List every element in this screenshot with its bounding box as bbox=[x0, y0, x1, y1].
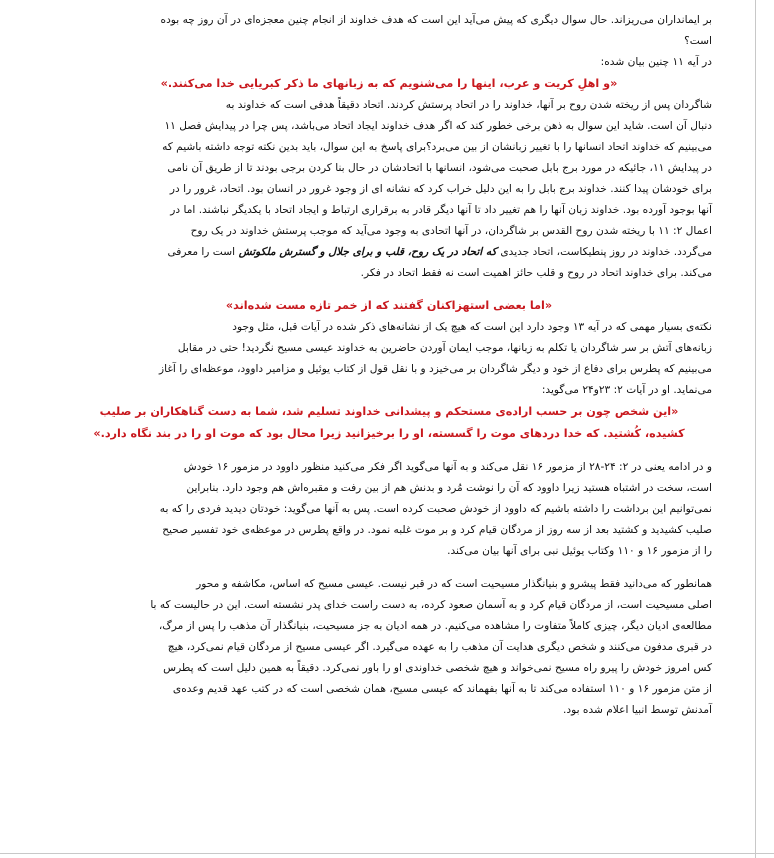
text-run: می‌گردد. خداوند در روز پنطیکاست، اتحاد جدیدی bbox=[500, 246, 712, 258]
text-line: آمدنش توسط انبیا اعلام شده بود. bbox=[563, 704, 712, 716]
text-line: می‌بینیم که خداوند اتحاد انسانها را با تغییر زبانشان از بین می‌برد؟برای پاسخ به این سوال، باید بدین نکته توجه داشته باشیم که bbox=[162, 141, 712, 153]
quote-mockers: «اما بعضی استهزاکنان گفتند که از خمر تازه مست شده‌اند» bbox=[225, 299, 553, 312]
paragraph-intro bbox=[66, 10, 712, 73]
text-line: کس امروز خودش را پیرو راه مسیح نمی‌خواند و هیچ شخصی خداوندی او را باور نمی‌کرد. دقیقاً به همین دلیل است که پطرس bbox=[163, 662, 712, 674]
text-line: می‌بینیم که پطرس برای دفاع از خود و دیگر شاگردان بر می‌خیزد و با نقل قول از کتاب یوئیل و مزامیر داوود، موعظه‌ای را آغاز bbox=[159, 363, 712, 375]
text-line: بر ایمانداران می‌ریزاند. حال سوال دیگری که پیش می‌آید این است که هدف خداوند از انجام چنین معجزه‌ای در آن روز چه بوده bbox=[160, 14, 712, 26]
spacer bbox=[66, 445, 712, 457]
text-line: آنها بوجود آورده بود. خداوند زبان آنها را هم تغییر داد تا آنها دیگر قادر به برقراری ارتباط و ایجاد اتحاد با یکدیگر نباشند. اما در bbox=[170, 204, 712, 216]
text-line: می‌کند. برای خداوند اتحاد در روح و قلب حائز اهمیت است نه فقط اتحاد در فکر. bbox=[360, 267, 712, 279]
text-line: از متن مزمور ۱۶ و ۱۱۰ استفاده می‌کند تا به آنها بفهماند که عیسی مسیح، همان شخصی است که در کتب عهد قدیم وعده‌ی bbox=[172, 683, 712, 695]
paragraph-resurrection bbox=[66, 574, 712, 721]
text-line: شاگردان پس از ریخته شدن روح بر آنها، خداوند را در اتحاد پرستش کردند. اتحاد دقیقاً هدفی است که خداوند به bbox=[225, 99, 712, 111]
text-run: است را معرفی bbox=[167, 246, 236, 258]
text-line: در قبری مدفون می‌کنند و شخص دیگری هدایت آن مذهب را به عهده می‌گیرد. اگر عیسی مسیح از مردگان قیام نمی‌کرد، هیچ bbox=[167, 641, 712, 653]
page-border-bottom bbox=[0, 853, 774, 854]
paragraph-psalm-16 bbox=[66, 457, 712, 562]
text-line: اعمال ۲: ۱۱ با ریخته شدن روح القدس بر شاگردان، در آنها اتحادی به وجود می‌آید که موجب پرستش خداوند در یک روح bbox=[190, 225, 712, 237]
spacer bbox=[66, 562, 712, 574]
quote-verse-11: «و اهلِ کریت و عرب، اینها را می‌شنویم که به زبانهای ما ذکر کبریایی خدا می‌کنند.» bbox=[160, 77, 618, 90]
quote-line: «این شخص چون بر حسب اراده‌ی مستحکم و پیشدانی خداوند تسلیم شد، شما به دست گناهکاران بر صلیب bbox=[99, 405, 679, 418]
text-line: صلیب کشیدید و کشتید بعد از سه روز از مردگان قیام کرد و بر موت غلبه نمود. در واقع پطرس در موعظه‌ی خود تفسیر صحیح bbox=[162, 524, 712, 536]
paragraph-verse-13 bbox=[66, 317, 712, 401]
text-line: همانطور که می‌دانید فقط پیشرو و بنیانگذار مسیحیت است که در قبر نیست. عیسی مسیح که اساس، مکاشفه و محور bbox=[196, 578, 712, 590]
text-line: نمی‌توانیم این برداشت را داشته باشیم که داوود از خودش صحبت کرده است. پس به آنها می‌گوید: خودتان دیدید فردی را که به bbox=[159, 503, 712, 515]
text-line-with-emphasis bbox=[66, 242, 712, 263]
text-line: در پیدایش ۱۱، جائیکه در مورد برج بابل صحبت می‌شود، انسانها با اتحادشان در حال بنا کردن برجی بودند تا از طریق آن نامی bbox=[167, 162, 712, 174]
emphasis-text: که اتحاد در یک روح، قلب و برای جلال و گسترش ملکوتش bbox=[235, 246, 501, 258]
page-border-right bbox=[755, 0, 756, 858]
quote-verses-23-24 bbox=[66, 401, 712, 445]
text-line: می‌نماید. او در آیات ۲: ۲۳و۲۴ می‌گوید: bbox=[541, 384, 712, 396]
text-line: است، سخت در اشتباه هستید زیرا داوود که آن را نوشت مُرد و بدنش هم از بین رفت و مقبره‌اش هم وجود دارد. بنابراین bbox=[186, 482, 712, 494]
text-line: دنبال آن است. شاید این سوال به ذهن برخی خطور کند که اگر هدف خداوند ایجاد اتحاد می‌باشد، پس چرا در پیدایش فصل ۱۱ bbox=[164, 120, 712, 132]
document-page bbox=[66, 10, 712, 721]
quote-line: کشیده، کُشتید. که خدا دردهای موت را گسسته، او را برخیزانید زیرا محال بود که موت او را در بند نگاه دارد.» bbox=[93, 427, 685, 440]
text-line: را از مزمور ۱۶ و ۱۱۰ وکتاب یوئیل نبی برای آنها بیان می‌کند. bbox=[447, 545, 712, 557]
text-line: است؟ bbox=[684, 35, 712, 47]
paragraph-unity bbox=[66, 95, 712, 284]
spacer bbox=[66, 284, 712, 295]
text-line: نکته‌ی بسیار مهمی که در آیه ۱۳ وجود دارد این است که هیچ یک از نشانه‌های ذکر شده در آیات قبل، مثل وجود bbox=[232, 321, 712, 333]
text-line: در آیه ۱۱ چنین بیان شده: bbox=[600, 56, 712, 68]
text-line: برای خودشان پیدا کنند. خداوند برج بابل را به این دلیل خراب کرد که نشانه ای از وجود غرور در انسان بود. اتحاد، غرور را در bbox=[169, 183, 712, 195]
text-line: اصلی مسیحیت است، از مردگان قیام کرد و به آسمان صعود کرده، به دست راست خدای پدر نشسته است. این در حالیست که با bbox=[150, 599, 712, 611]
text-line: و در ادامه یعنی در ۲: ۲۴-۲۸ از مزمور ۱۶ نقل می‌کند و به آنها می‌گوید اگر فکر می‌کنید منظور داوود در مزمور ۱۶ خودش bbox=[183, 461, 712, 473]
text-line: مطالعه‌ی ادیان دیگر، چیزی کاملاً متفاوت را مشاهده می‌کنیم. در همه ادیان به جز مسیحیت، بنیانگذار آن مذهب را پس از مرگ، bbox=[158, 620, 712, 632]
text-line: زبانه‌های آتش بر سر شاگردان یا تکلم به زبانها، موجب ایمان آوردن حاضرین به خداوند عیسی مسیح نگردید! حتی در مقابل bbox=[177, 342, 712, 354]
